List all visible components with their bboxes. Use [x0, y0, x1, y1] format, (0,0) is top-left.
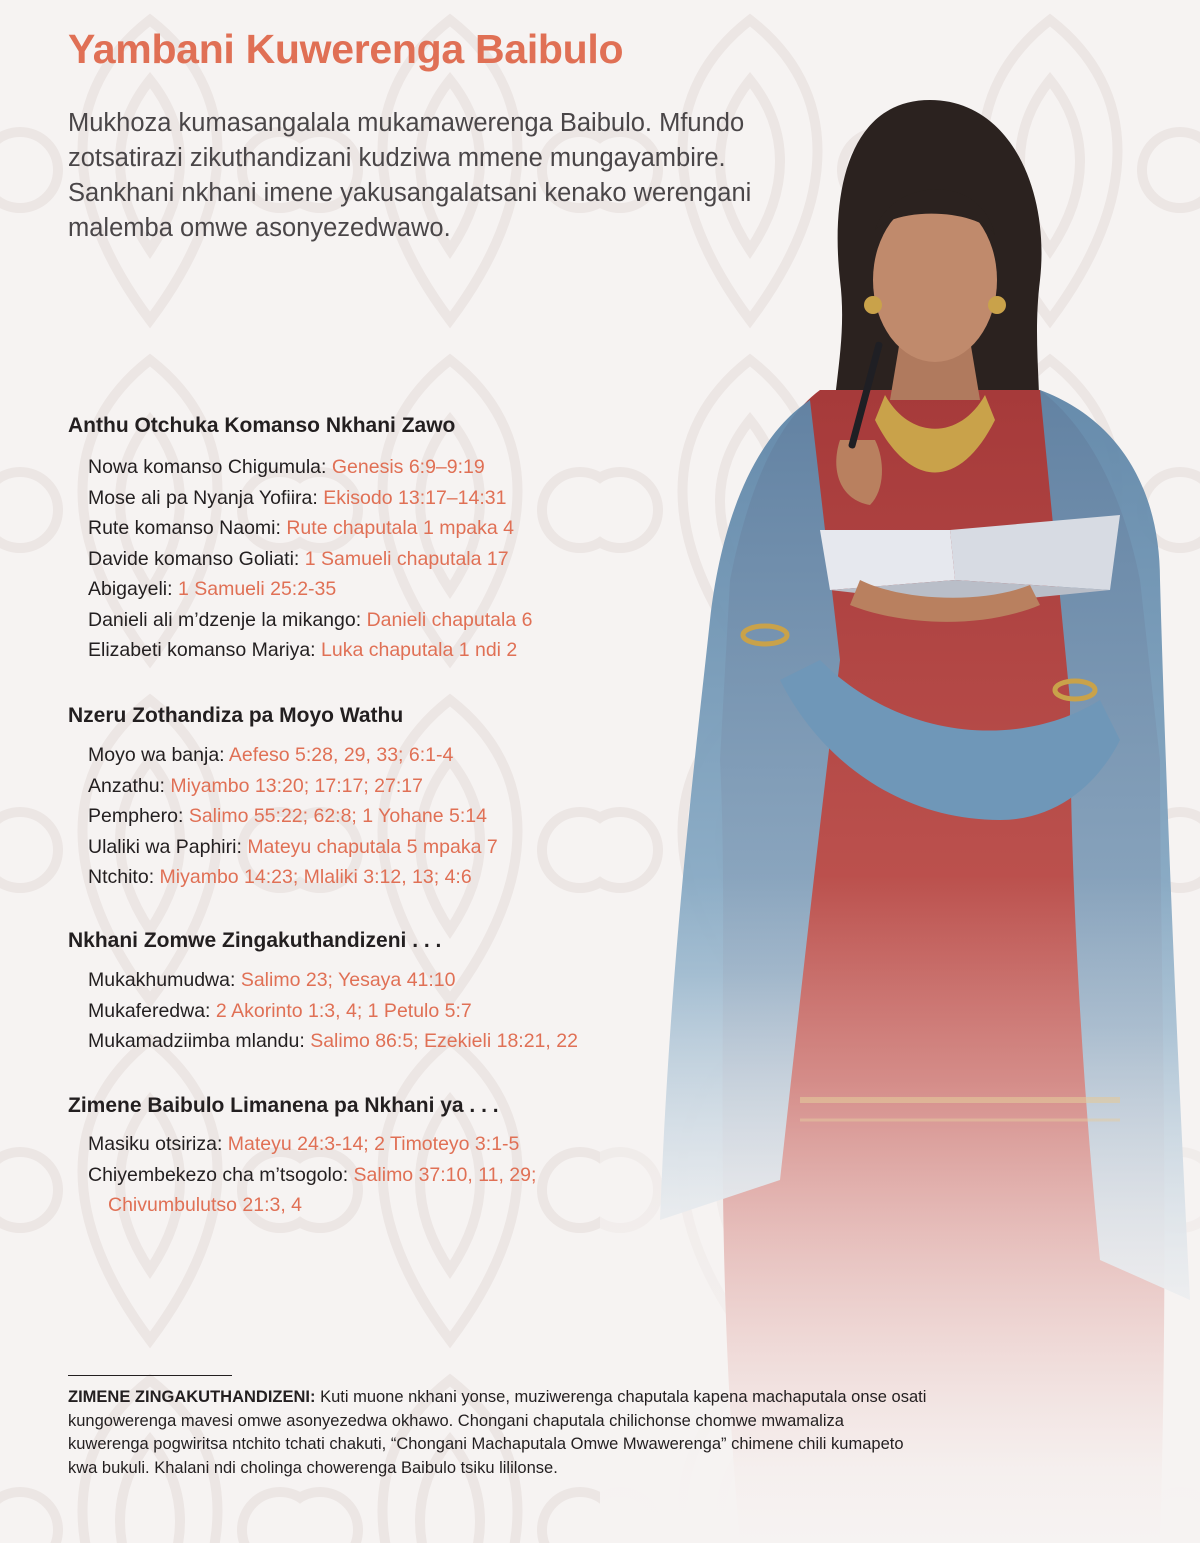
item-label: Masiku otsiriza:	[88, 1133, 228, 1155]
reading-list	[88, 452, 532, 666]
list-item	[88, 605, 532, 636]
scripture-reference: Danieli chaputala 6	[366, 608, 533, 631]
item-label: Mose ali pa Nyanja Yofiira:	[88, 486, 324, 509]
reading-list	[88, 965, 578, 1057]
section-heading: Anthu Otchuka Komanso Nkhani Zawo	[68, 414, 456, 437]
scripture-reference: Genesis 6:9–9:19	[331, 456, 485, 478]
list-item	[88, 513, 532, 544]
scripture-reference: Miyambo 13:20; 17:17; 27:17	[170, 774, 423, 797]
item-label: Chiyembekezo cha m’tsogolo:	[88, 1163, 354, 1186]
list-item	[88, 740, 498, 771]
item-label: Mukakhumudwa:	[88, 969, 241, 991]
item-label: Danieli ali m’dzenje la mikango:	[88, 608, 367, 631]
list-item	[88, 801, 498, 832]
scripture-reference: Salimo 37:10, 11, 29;	[353, 1163, 537, 1186]
scripture-reference: Salimo 55:22; 62:8; 1 Yohane 5:14	[188, 805, 487, 827]
scripture-reference: Salimo 86:5; Ezekieli 18:21, 22	[310, 1030, 578, 1052]
list-item	[88, 483, 532, 514]
list-item	[88, 832, 498, 863]
item-label: Ulaliki wa Paphiri:	[88, 835, 248, 858]
scripture-reference-continued: Chivumbulutso 21:3, 4	[108, 1194, 303, 1216]
section-heading: Nkhani Zomwe Zingakuthandizeni . . .	[68, 929, 442, 952]
footnote-text: Kuti muone nkhani yonse, muziwerenga chaputala kapena machaputala onse osati kungowerenga mavesi omwe asonyezedwa okhawo. Chongani chaputala chilichonse chomwe mwamaliza kuwerenga pogwiritsa ntchito tchati chakuti, “Chongani Machaputala Omwe Mwawerenga” chimene chili kumapeto kwa bukuli. Khalani ndi cholinga chowerenga Baibulo tsiku lililonse.	[68, 1388, 927, 1477]
list-item	[88, 862, 498, 893]
scripture-reference: 1 Samueli chaputala 17	[304, 547, 509, 570]
reading-list	[88, 1129, 536, 1221]
item-label: Davide komanso Goliati:	[88, 547, 305, 570]
scripture-reference: Mateyu chaputala 5 mpaka 7	[247, 835, 498, 858]
list-item	[88, 965, 578, 996]
item-label: Pemphero:	[88, 805, 189, 827]
scripture-reference: Aefeso 5:28, 29, 33; 6:1-4	[228, 744, 454, 766]
item-label: Mukaferedwa:	[88, 999, 216, 1022]
list-item	[88, 452, 532, 483]
scripture-reference: 2 Akorinto 1:3, 4; 1 Petulo 5:7	[215, 999, 472, 1022]
intro-paragraph: Mukhoza kumasangalala mukamawerenga Baibulo. Mfundo zotsatirazi zikuthandizani kudziwa mmene mungayambire. Sankhani nkhani imene yakusangalatsani kenako werengani malemba omwe asonyezedwawo.	[68, 109, 752, 242]
page-title: Yambani Kuwerenga Baibulo	[68, 26, 624, 72]
footnote-divider	[68, 1375, 232, 1376]
item-label: Ntchito:	[88, 866, 160, 888]
footnote	[68, 1386, 928, 1480]
scripture-reference: Salimo 23; Yesaya 41:10	[240, 969, 456, 991]
reading-list	[88, 740, 498, 893]
item-label: Moyo wa banja:	[88, 744, 229, 766]
item-label: Mukamadziimba mlandu:	[88, 1030, 311, 1052]
section-heading: Nzeru Zothandiza pa Moyo Wathu	[68, 704, 404, 727]
scripture-reference: Rute chaputala 1 mpaka 4	[286, 517, 514, 539]
list-item	[88, 1026, 578, 1057]
item-label: Rute komanso Naomi:	[88, 517, 287, 539]
item-label: Elizabeti komanso Mariya:	[88, 639, 322, 661]
footnote-lead: ZIMENE ZINGAKUTHANDIZENI:	[68, 1388, 316, 1406]
list-item	[88, 771, 498, 802]
scripture-reference: Miyambo 14:23; Mlaliki 3:12, 13; 4:6	[159, 866, 472, 888]
list-item	[88, 996, 578, 1027]
scripture-reference: 1 Samueli 25:2-35	[177, 578, 337, 600]
section-heading: Zimene Baibulo Limanena pa Nkhani ya . . .	[68, 1094, 499, 1117]
list-item	[88, 544, 532, 575]
item-label: Abigayeli:	[88, 578, 178, 600]
list-item	[88, 574, 532, 605]
list-item	[88, 1160, 536, 1221]
list-item	[88, 635, 532, 666]
item-label: Anzathu:	[88, 774, 171, 797]
scripture-reference: Ekisodo 13:17–14:31	[323, 486, 507, 509]
list-item	[88, 1129, 536, 1160]
scripture-reference: Mateyu 24:3-14; 2 Timoteyo 3:1-5	[227, 1133, 520, 1155]
item-label: Nowa komanso Chigumula:	[88, 456, 332, 478]
scripture-reference: Luka chaputala 1 ndi 2	[321, 639, 518, 661]
